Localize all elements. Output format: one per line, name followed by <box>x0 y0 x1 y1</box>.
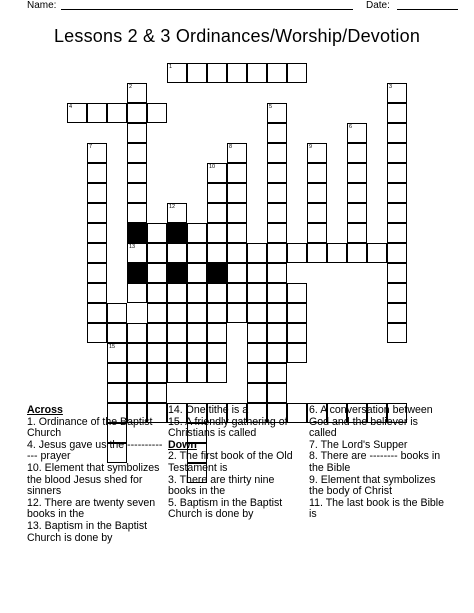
grid-cell[interactable] <box>127 363 147 383</box>
grid-cell[interactable] <box>267 223 287 243</box>
grid-cell[interactable] <box>227 303 247 323</box>
grid-cell[interactable] <box>387 323 407 343</box>
grid-cell[interactable] <box>307 143 327 163</box>
grid-cell[interactable] <box>107 303 127 323</box>
grid-cell[interactable] <box>347 123 367 143</box>
grid-cell[interactable] <box>87 263 107 283</box>
grid-cell[interactable] <box>287 343 307 363</box>
grid-cell[interactable] <box>87 103 107 123</box>
grid-cell[interactable] <box>267 63 287 83</box>
grid-cell[interactable] <box>387 103 407 123</box>
grid-cell[interactable] <box>327 243 347 263</box>
grid-cell[interactable] <box>367 243 387 263</box>
grid-cell[interactable] <box>147 103 167 123</box>
clue-text: 7. The Lord's Supper <box>309 438 408 451</box>
grid-cell[interactable] <box>127 343 147 363</box>
grid-cell[interactable] <box>187 363 207 383</box>
grid-cell[interactable] <box>147 283 167 303</box>
grid-cell[interactable] <box>267 263 287 283</box>
grid-cell[interactable] <box>167 203 187 223</box>
grid-block <box>127 263 147 283</box>
grid-cell[interactable] <box>87 203 107 223</box>
grid-cell[interactable] <box>387 203 407 223</box>
grid-cell[interactable] <box>387 263 407 283</box>
grid-cell[interactable] <box>227 283 247 303</box>
grid-cell[interactable] <box>387 283 407 303</box>
grid-cell[interactable] <box>227 163 247 183</box>
grid-cell[interactable] <box>147 223 167 243</box>
grid-cell[interactable] <box>347 163 367 183</box>
grid-cell[interactable] <box>147 383 167 403</box>
grid-cell[interactable] <box>267 103 287 123</box>
grid-cell[interactable] <box>227 263 247 283</box>
grid-cell[interactable] <box>267 283 287 303</box>
grid-block <box>127 223 147 243</box>
grid-cell[interactable] <box>387 303 407 323</box>
grid-cell[interactable] <box>127 123 147 143</box>
grid-block <box>167 223 187 243</box>
grid-cell[interactable] <box>387 163 407 183</box>
grid-cell[interactable] <box>207 183 227 203</box>
grid-cell[interactable] <box>247 303 267 323</box>
grid-cell[interactable] <box>87 143 107 163</box>
grid-cell[interactable] <box>227 243 247 263</box>
clue-heading: Across <box>27 404 63 416</box>
grid-cell[interactable] <box>247 363 267 383</box>
grid-cell[interactable] <box>267 123 287 143</box>
grid-cell[interactable] <box>87 303 107 323</box>
grid-cell[interactable] <box>167 323 187 343</box>
grid-cell[interactable] <box>187 303 207 323</box>
grid-cell[interactable] <box>207 223 227 243</box>
clue-column-2 <box>168 405 304 521</box>
clue-number: 13 <box>129 244 136 250</box>
grid-cell[interactable] <box>287 323 307 343</box>
clue-text: 5. Baptism in the Baptist Church is done by <box>168 496 283 521</box>
grid-cell[interactable] <box>127 83 147 103</box>
grid-cell[interactable] <box>127 383 147 403</box>
grid-cell[interactable] <box>207 343 227 363</box>
grid-cell[interactable] <box>87 163 107 183</box>
grid-block <box>207 263 227 283</box>
grid-cell[interactable] <box>87 243 107 263</box>
grid-cell[interactable] <box>307 223 327 243</box>
grid-cell[interactable] <box>347 183 367 203</box>
grid-cell[interactable] <box>207 283 227 303</box>
grid-cell[interactable] <box>207 163 227 183</box>
grid-cell[interactable] <box>127 203 147 223</box>
clue-text: 2. The first book of the Old Testament is <box>168 450 293 474</box>
grid-cell[interactable] <box>127 103 147 123</box>
clue-text: 10. Element that symbolizes the blood Jesus shed for sinners <box>27 461 160 498</box>
clue-text: 6. A conversation between God and the believer is called <box>309 404 433 440</box>
name-label: Name: <box>27 0 57 11</box>
clue-number: 9 <box>309 144 313 150</box>
clue-number: 4 <box>69 104 73 110</box>
page-title: Lessons 2 & 3 Ordinances/Worship/Devotion <box>53 26 421 46</box>
grid-cell[interactable] <box>167 343 187 363</box>
grid-cell[interactable] <box>107 363 127 383</box>
grid-cell[interactable] <box>307 163 327 183</box>
grid-cell[interactable] <box>147 263 167 283</box>
grid-cell[interactable] <box>187 323 207 343</box>
date-label: Date: <box>366 0 390 11</box>
clue-column-1 <box>27 405 163 544</box>
grid-cell[interactable] <box>267 323 287 343</box>
grid-cell[interactable] <box>267 303 287 323</box>
grid-cell[interactable] <box>247 243 267 263</box>
grid-cell[interactable] <box>387 223 407 243</box>
clue-text: 11. The last book is the Bible is <box>309 496 445 521</box>
grid-cell[interactable] <box>347 223 367 243</box>
grid-cell[interactable] <box>167 63 187 83</box>
grid-cell[interactable] <box>147 243 167 263</box>
clue-number: 12 <box>169 204 176 210</box>
clue-number: 5 <box>269 104 273 110</box>
grid-cell[interactable] <box>127 243 147 263</box>
grid-cell[interactable] <box>87 223 107 243</box>
grid-cell[interactable] <box>247 323 267 343</box>
grid-block <box>167 263 187 283</box>
grid-cell[interactable] <box>387 183 407 203</box>
grid-cell[interactable] <box>207 63 227 83</box>
grid-cell[interactable] <box>127 143 147 163</box>
grid-cell[interactable] <box>207 203 227 223</box>
grid-cell[interactable] <box>87 323 107 343</box>
grid-cell[interactable] <box>107 343 127 363</box>
grid-cell[interactable] <box>187 243 207 263</box>
grid-cell[interactable] <box>227 183 247 203</box>
clue-text: 13. Baptism in the Baptist Church is done by <box>27 519 148 544</box>
grid-cell[interactable] <box>167 303 187 323</box>
grid-cell[interactable] <box>267 203 287 223</box>
clue-text: 4. Jesus gave us the ------------- prayer <box>27 438 163 463</box>
clue-text: 12. There are twenty seven books in the <box>27 496 156 521</box>
grid-cell[interactable] <box>127 323 147 343</box>
grid-cell[interactable] <box>147 343 167 363</box>
grid-cell[interactable] <box>247 283 267 303</box>
grid-cell[interactable] <box>267 383 287 403</box>
grid-cell[interactable] <box>387 83 407 103</box>
grid-cell[interactable] <box>87 183 107 203</box>
grid-cell[interactable] <box>207 323 227 343</box>
grid-cell[interactable] <box>267 183 287 203</box>
grid-cell[interactable] <box>147 323 167 343</box>
grid-cell[interactable] <box>187 63 207 83</box>
clue-text: 3. There are thirty nine books in the <box>168 473 275 498</box>
clue-column-3 <box>309 405 445 521</box>
grid-cell[interactable] <box>187 283 207 303</box>
clue-number: 1 <box>169 64 173 70</box>
grid-cell[interactable] <box>267 343 287 363</box>
clue-heading: Down <box>168 438 197 451</box>
clue-text: 1. Ordinance of the Baptist Church <box>27 415 153 440</box>
grid-cell[interactable] <box>387 143 407 163</box>
grid-cell[interactable] <box>347 243 367 263</box>
clue-text: 14. One tithe is a <box>168 404 249 416</box>
grid-cell[interactable] <box>307 243 327 263</box>
grid-cell[interactable] <box>207 243 227 263</box>
grid-cell[interactable] <box>287 303 307 323</box>
grid-cell[interactable] <box>87 283 107 303</box>
grid-cell[interactable] <box>287 283 307 303</box>
grid-cell[interactable] <box>147 303 167 323</box>
grid-cell[interactable] <box>307 203 327 223</box>
clue-number: 3 <box>389 84 393 90</box>
grid-cell[interactable] <box>127 183 147 203</box>
grid-cell[interactable] <box>187 343 207 363</box>
grid-cell[interactable] <box>347 143 367 163</box>
grid-cell[interactable] <box>227 223 247 243</box>
grid-cell[interactable] <box>167 283 187 303</box>
grid-cell[interactable] <box>167 243 187 263</box>
grid-cell[interactable] <box>207 363 227 383</box>
clue-number: 10 <box>209 164 216 170</box>
grid-cell[interactable] <box>127 163 147 183</box>
grid-cell[interactable] <box>347 203 367 223</box>
clue-list <box>0 405 474 605</box>
clue-number: 8 <box>229 144 233 150</box>
clue-number: 7 <box>89 144 93 150</box>
grid-cell[interactable] <box>247 263 267 283</box>
grid-cell[interactable] <box>287 63 307 83</box>
clue-number: 15 <box>109 344 116 350</box>
grid-cell[interactable] <box>127 283 147 303</box>
grid-cell[interactable] <box>247 63 267 83</box>
grid-cell[interactable] <box>107 103 127 123</box>
grid-cell[interactable] <box>107 323 127 343</box>
grid-cell[interactable] <box>247 383 267 403</box>
grid-cell[interactable] <box>267 363 287 383</box>
grid-cell[interactable] <box>187 223 207 243</box>
grid-cell[interactable] <box>387 243 407 263</box>
clue-text: 8. There are -------- books in the Bible <box>309 450 441 474</box>
grid-cell[interactable] <box>287 243 307 263</box>
grid-cell[interactable] <box>387 123 407 143</box>
grid-cell[interactable] <box>207 303 227 323</box>
grid-cell[interactable] <box>187 263 207 283</box>
grid-cell[interactable] <box>227 143 247 163</box>
clue-number: 2 <box>129 84 133 90</box>
grid-cell[interactable] <box>267 143 287 163</box>
clue-text: 15. A friendly gathering of Christians is called <box>168 415 288 440</box>
clue-text: 9. Element that symbolizes the body of Christ <box>309 473 436 498</box>
grid-cell[interactable] <box>227 203 247 223</box>
clue-number: 6 <box>349 124 353 130</box>
grid-cell[interactable] <box>107 383 127 403</box>
grid-cell[interactable] <box>67 103 87 123</box>
grid-cell[interactable] <box>267 163 287 183</box>
grid-cell[interactable] <box>147 363 167 383</box>
grid-cell[interactable] <box>167 363 187 383</box>
grid-cell[interactable] <box>227 63 247 83</box>
grid-cell[interactable] <box>267 243 287 263</box>
grid-cell[interactable] <box>307 183 327 203</box>
grid-cell[interactable] <box>247 343 267 363</box>
